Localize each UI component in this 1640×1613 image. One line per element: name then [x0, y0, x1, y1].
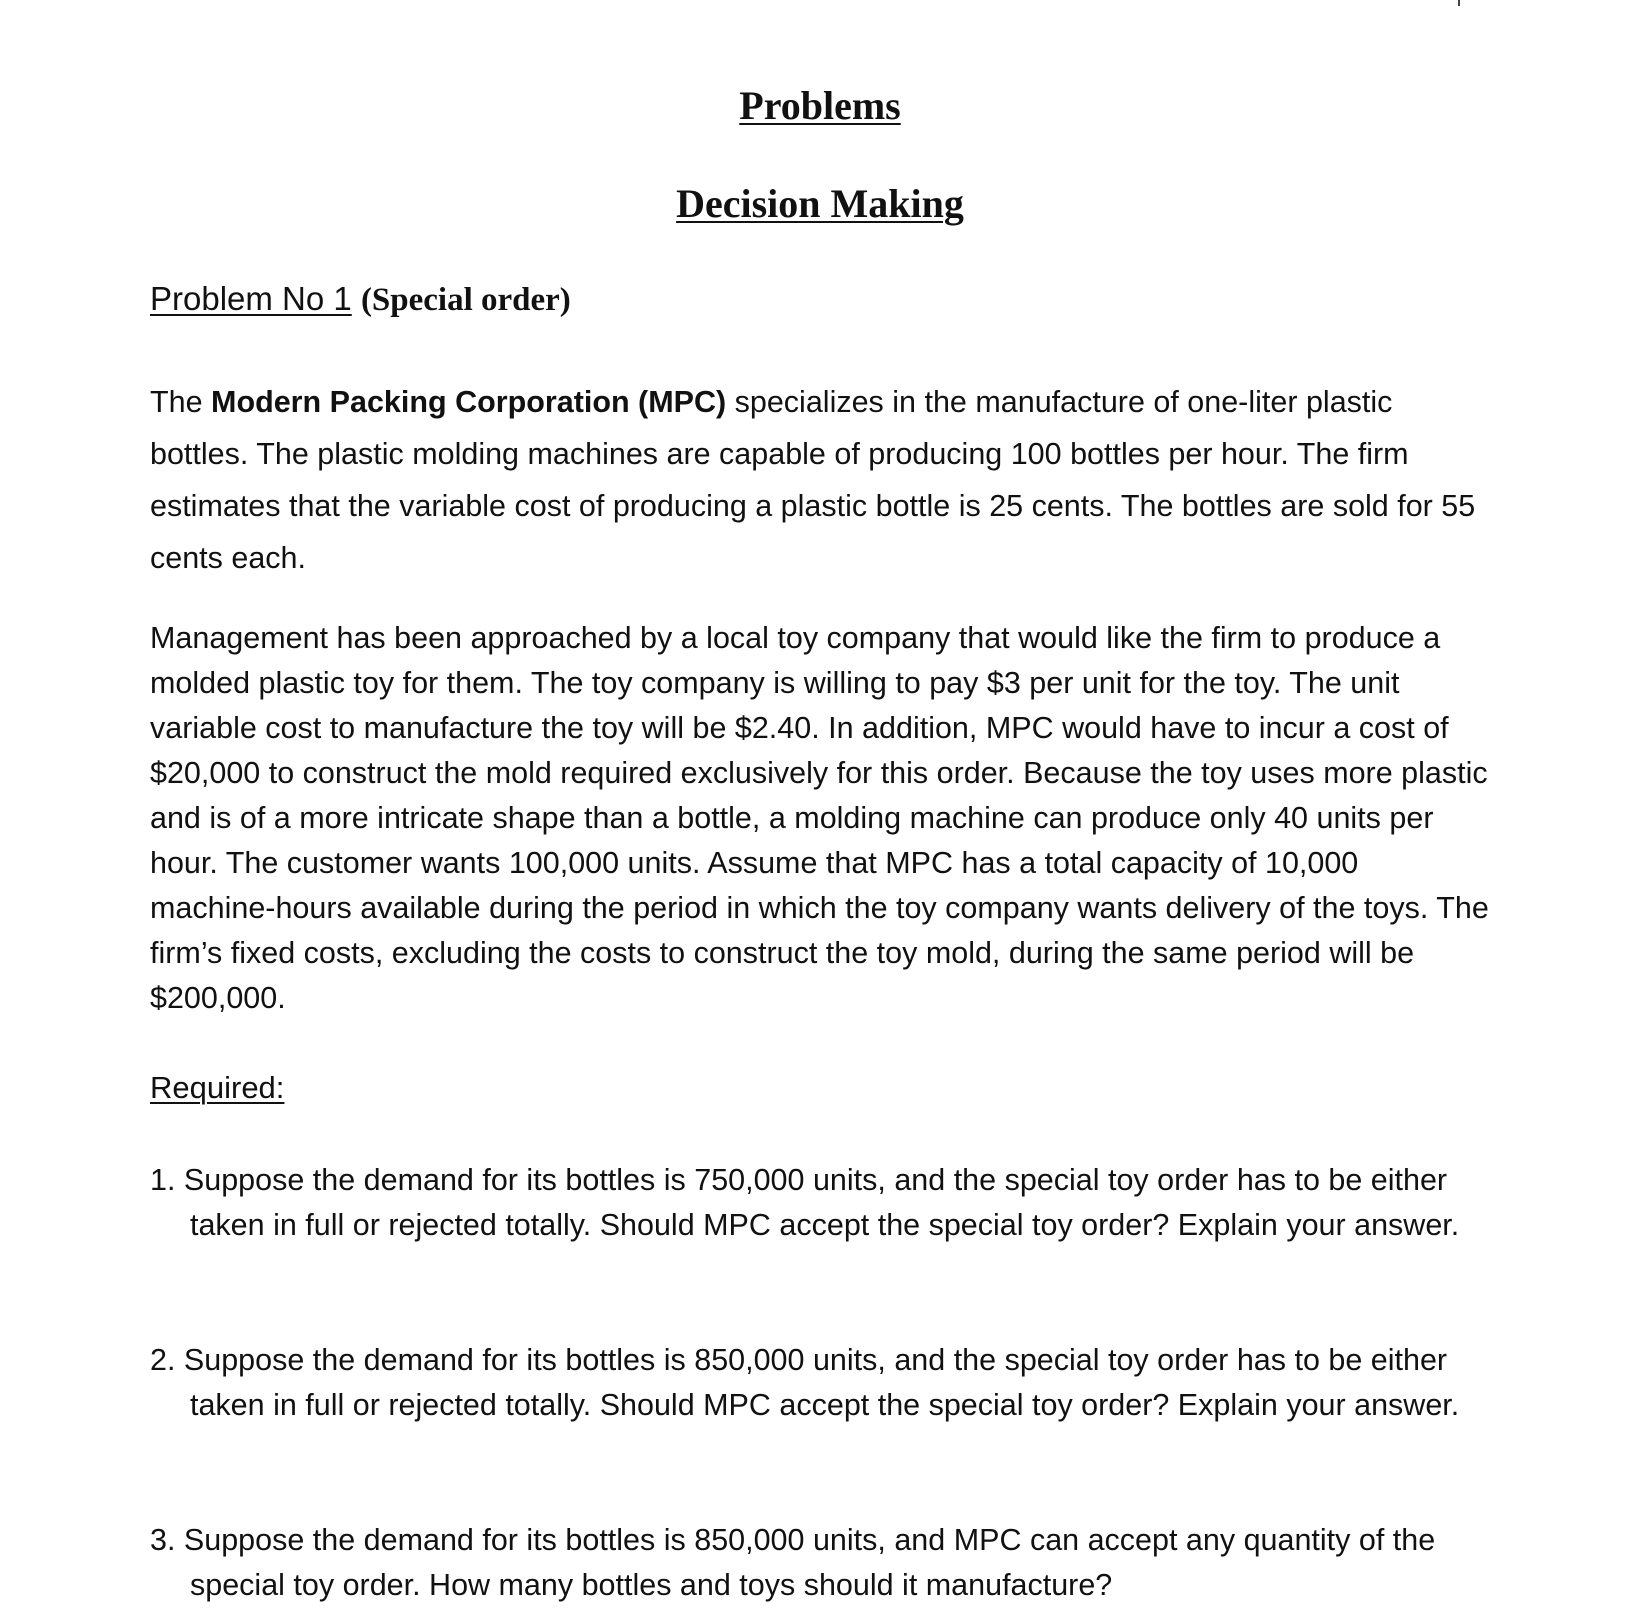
page-edge-mark: [1458, 0, 1460, 6]
problem-paragraph-2: Management has been approached by a local toy company that would like the firm to produce a molded plastic toy for them. The toy company is willing to pay $3 per unit for the toy. The unit variable cost to manufacture the toy will be $2.40. In addition, MPC would have to incur a cost of $20,000 to construct the mold required exclusively for this order. Because the toy uses more plastic and is of a more intricate shape than a bottle, a molding machine can produce only 40 units per hour. The customer wants 100,000 units. Assume that MPC has a total capacity of 10,000 machine-hours available during the period in which the toy company wants delivery of the toys. The firm’s fixed costs, excluding the costs to construct the toy mold, during the same period will be $200,000.: [150, 621, 1489, 1015]
document-title: Problems: [739, 83, 901, 128]
required-item-3: 3. Suppose the demand for its bottles is 850,000 units, and MPC can accept any quantity of the special toy order. How many bottles and toys should it manufacture?: [150, 1523, 1436, 1602]
paragraph-rest: specializes in the manufacture of one-liter plastic bottles. The plastic molding machines are capable of producing 100 bottles per hour. The firm estimates that the variable cost of producing a plastic bottle is 25 cents. The bottles are sold for 55 cents each.: [150, 385, 1476, 575]
problem-type: (Special order): [360, 282, 571, 318]
required-heading: Required:: [150, 1070, 285, 1105]
problem-paragraph-1: [150, 376, 1490, 584]
problem-label: Problem No 1: [150, 280, 352, 317]
required-item-2: 2. Suppose the demand for its bottles is 850,000 units, and the special toy order has to be either taken in full or rejected totally. Should MPC accept the special toy order? Explain your answer.: [150, 1343, 1460, 1422]
paragraph-lead: The: [150, 385, 212, 419]
document-subtitle: Decision Making: [676, 181, 964, 226]
company-name: Modern Packing Corporation (MPC): [211, 385, 727, 419]
required-item-1: 1. Suppose the demand for its bottles is 750,000 units, and the special toy order has to be either taken in full or rejected totally. Should MPC accept the special toy order? Explain your answer.: [150, 1163, 1460, 1242]
problem-heading: [150, 280, 1490, 319]
